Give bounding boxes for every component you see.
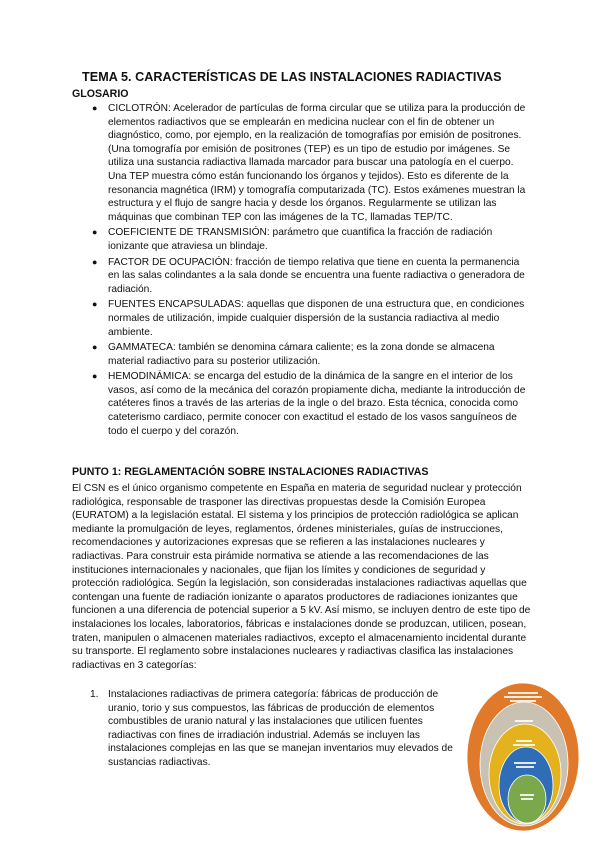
bullet-icon: ● [92,227,98,238]
glossary-item-hemodinamica: ● HEMODINÁMICA: se encarga del estudio de la dinámica de la sangre en el interior de los vasos, así como de la mecánica del corazón propiamente dicha, mediante la introducción de catéteres finos a través de las arterias de la ingle o del brazo. Esta técnica, conocida como cateterismo cardiaco, permite conocer con exactitud el estado de los vasos sanguíneos de todo el cuerpo y del corazón. [92,371,526,437]
bullet-icon: ● [92,342,98,353]
illegible-text-mark [520,794,534,796]
page-title: TEMA 5. CARACTERÍSTICAS DE LAS INSTALACIONES RADIACTIVAS [82,70,502,84]
bullet-icon: ● [92,256,98,267]
punto1-heading: PUNTO 1: REGLAMENTACIÓN SOBRE INSTALACIONES RADIACTIVAS [72,466,429,478]
illegible-text-mark [516,766,534,768]
glossary-item-ciclotron: ● CICLOTRÓN: Acelerador de partículas de forma circular que se utiliza para la producción de elementos radiactivos que se emplearán en medicina nuclear con el fin de obtener un diagnóstico, como, por ejemplo, en la realización de tomografías por emisión de positrones. (Una tomografía por emisión de positrones (TEP) es un tipo de estudio por imágenes. Se utiliza una sustancia radiactiva llamada marcador para buscar una patología en el cuerpo. Una TEP muestra cómo están funcionando los órganos y tejidos). Esto es diferente de la resonancia magnética (IRM) y tomografía computarizada (TC). Estos exámenes muestran la estructura y el flujo de sangre hacia y desde los órganos. Regularmente se utilizan las máquinas que combinan TEP con las imágenes de la TC, llamadas TEP/TC. [92,103,526,223]
glossary-item-gammateca: ● GAMMATECA: también se denomina cámara caliente; es la zona donde se almacena material radiactivo para su posterior utilización. [92,342,495,367]
illegible-text-mark [516,740,532,742]
bullet-icon: ● [92,371,98,382]
glossary-item-coeficiente: ● COEFICIENTE DE TRANSMISIÓN: parámetro que cuantifica la fracción de radiación ionizante que atraviesa un blindaje. [92,227,493,252]
punto1-paragraph: El CSN es el único organismo competente en España en materia de seguridad nuclear y protección radiológica, responsable de trasponer las directivas propuestas desde la Comisión Europea (EURATOM) a la legislación estatal. El sistema y los principios de protección radiológica se aplican mediante la promulgación de leyes, reglamentos, órdenes ministeriales, guías de instrucciones, recomendaciones y autorizaciones expresas que se refieren a las instalaciones nucleares y radiactivas. Para construir esta pirámide normativa se atiende a las recomendaciones de las instituciones internacionales y nacionales, que fijan los límites y condiciones de seguridad y protección radiológica. Según la legislación, son consideradas instalaciones radiactivas aquellas que contengan una fuente de radiación ionizante o aparatos productores de radiaciones ionizantes que funcionen a una diferencia de potencial superior a 5 kV. Así mismo, se incluyen dentro de este tipo de instalaciones los locales, laboratorios, fábricas e instalaciones donde se produzcan, utilicen, posean, traten, manipulen o almacenen materiales radiactivos, excepto el almacenamiento incidental durante su transporte. El reglamento sobre instalaciones nucleares y radiactivas clasifica las instalaciones radiactivas en 3 categorías: [72,483,531,671]
illegible-text-mark [514,762,536,764]
illegible-text-mark [508,692,538,694]
category-list-item [90,688,460,770]
illegible-text-mark [521,798,533,800]
list-item-text: Instalaciones radiactivas de primera categoría: fábricas de producción de uranio, torio y sus compuestos, las fábricas de producción de elementos combustibles de uranio natural y las instalaciones que utilicen fuentes radiactivas con fines de irradiación industrial. Además se incluyen las instalaciones complejas en las que se manejan inventarios muy elevados de sustancias radiactivas. [108,689,453,768]
bullet-icon: ● [92,103,98,113]
regulation-pyramid-figure [466,682,580,832]
illegible-text-mark [510,700,536,702]
glossary-item-factor: ● FACTOR DE OCUPACIÓN: fracción de tiempo relativa que tiene en cuenta la permanencia en las salas colindantes a la sala donde se encuentra una fuente radiactiva o generadora de radiación. [92,256,525,295]
list-number: 1. [90,689,99,700]
glossary-item-fuentes: ● FUENTES ENCAPSULADAS: aquellas que disponen de una estructura que, en condiciones normales de utilización, impide cualquier dispersión de la sustancia radiactiva al medio ambiente. [92,299,525,338]
bullet-icon: ● [92,299,98,310]
illegible-text-mark [515,720,533,722]
illegible-text-mark [504,696,542,698]
glossary-heading: GLOSARIO [72,88,129,100]
illegible-text-mark [513,744,535,746]
glossary-list [92,102,530,440]
